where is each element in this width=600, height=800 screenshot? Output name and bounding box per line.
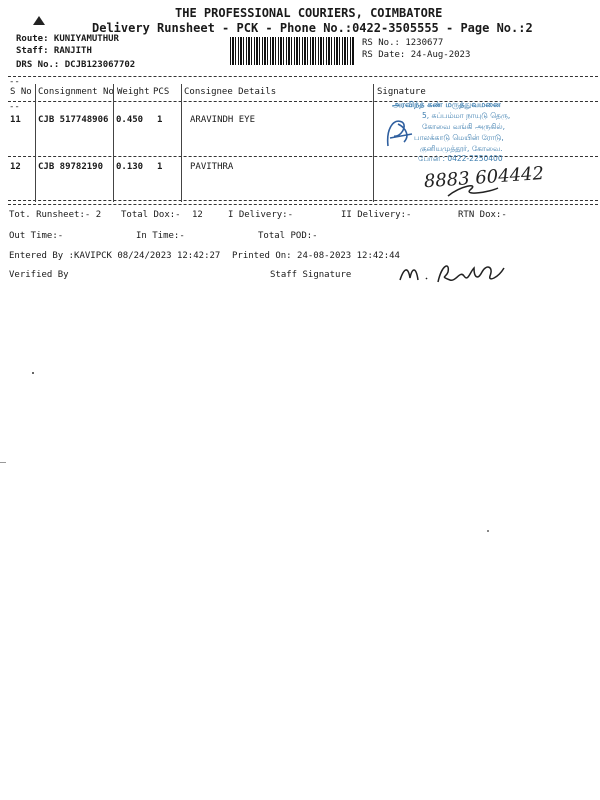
rs-date: RS Date: 24-Aug-2023: [362, 50, 471, 60]
consignee-stamp: [380, 98, 550, 164]
row-consignee: ARAVINDH EYE: [190, 115, 256, 125]
rtn-dox: RTN Dox:-: [458, 210, 507, 220]
row-sno: 11: [10, 115, 21, 125]
total-pod: Total POD:-: [258, 231, 318, 241]
svg-text:அரவிந்த் கண் மருத்துவமனை: அரவிந்த் கண் மருத்துவமனை: [392, 100, 501, 109]
handwritten-phone-signature: [420, 160, 585, 200]
verified-by: Verified By: [9, 270, 69, 280]
logo-icon: [32, 14, 46, 26]
total-dox-label: Total Dox:-: [121, 210, 181, 220]
svg-text:பாலக்காடு மெயின் ரோடு,: பாலக்காடு மெயின் ரோடு,: [414, 133, 504, 142]
col-signature: Signature: [377, 87, 426, 97]
i-delivery: I Delivery:-: [228, 210, 294, 220]
speck: [0, 462, 6, 463]
col-sno: S No: [10, 87, 32, 97]
total-dox-value: 12: [192, 210, 203, 220]
svg-text:8883 604442: 8883 604442: [423, 162, 545, 193]
svg-text:போன் : 0422-2250400: போன் : 0422-2250400: [418, 154, 503, 163]
row-pcs: 1: [157, 115, 163, 125]
col-consignee: Consignee Details: [184, 87, 277, 97]
speck: [487, 530, 489, 532]
staff-signature-label: Staff Signature: [270, 270, 352, 280]
col-consignment: Consignment No: [38, 87, 114, 97]
row-consignment: CJB 517748906: [38, 115, 109, 125]
svg-text:கோவை வங்கி அருகில்,: கோவை வங்கி அருகில்,: [422, 122, 506, 131]
entered-by: Entered By :KAVIPCK 08/24/2023 12:42:27: [9, 251, 221, 261]
col-weight: Weight: [117, 87, 150, 97]
row-pcs: 1: [157, 162, 163, 172]
row-consignment: CJB 89782190: [38, 162, 104, 172]
drs-number: DRS No.: DCJB123067702: [16, 60, 136, 70]
row-weight: 0.130: [116, 162, 144, 172]
svg-text:குனியமுத்தூர், கோவை.: குனியமுத்தூர், கோவை.: [420, 144, 503, 153]
route-label: Route: KUNIYAMUTHUR: [16, 34, 119, 44]
staff-signature: [398, 258, 513, 288]
ii-delivery: II Delivery:-: [341, 210, 412, 220]
runsheet-subtitle: Delivery Runsheet - PCK - Phone No.:0422-3505555 - Page No.:2: [92, 21, 533, 35]
speck: [32, 372, 34, 374]
in-time: In Time:-: [136, 231, 185, 241]
row-weight: 0.450: [116, 115, 144, 125]
rs-number: RS No.: 1230677: [362, 38, 444, 48]
barcode: [230, 37, 355, 65]
svg-text:5, சுப்பம்மா நாயுடு தெரு,: 5, சுப்பம்மா நாயுடு தெரு,: [422, 111, 511, 120]
col-pcs: PCS: [153, 87, 170, 97]
row-sno: 12: [10, 162, 21, 172]
company-title: THE PROFESSIONAL COURIERS, COIMBATORE: [175, 6, 443, 20]
staff-label: Staff: RANJITH: [16, 46, 92, 56]
out-time: Out Time:-: [9, 231, 64, 241]
printed-on: Printed On: 24-08-2023 12:42:44: [232, 251, 400, 261]
row-consignee: PAVITHRA: [190, 162, 234, 172]
tot-runsheet: Tot. Runsheet:- 2: [9, 210, 102, 220]
